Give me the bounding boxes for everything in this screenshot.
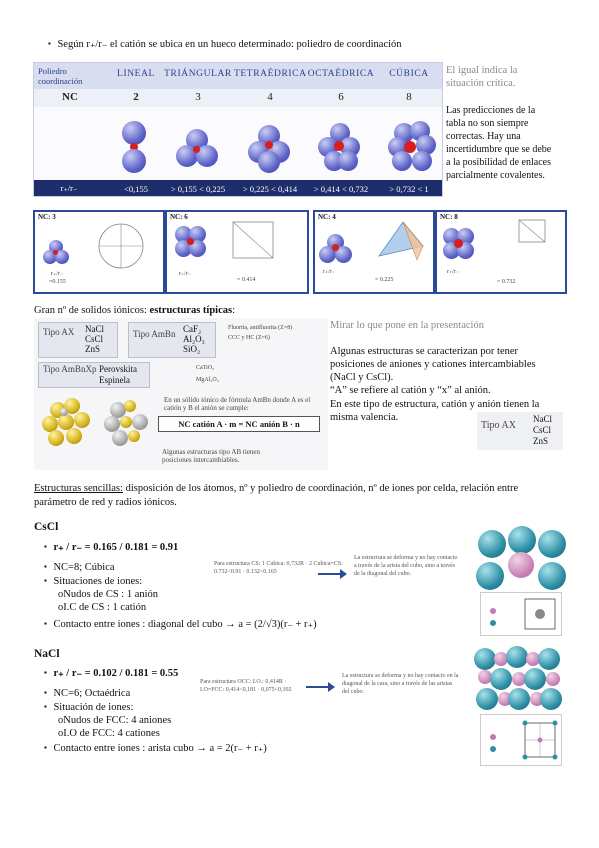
ax-label: Tipo AX: [43, 327, 75, 337]
typical-title-end: :: [232, 305, 235, 316]
nacl-unit-cell-diagram: [481, 715, 561, 765]
coordination-table: [33, 62, 443, 197]
panel-nc3-foot: r₊/r₋: [51, 271, 63, 277]
presentation-box-item-0: NaCl: [533, 414, 552, 424]
panel-nc4-geometry: [373, 216, 427, 264]
ax-item-0: NaCl: [85, 324, 104, 334]
panel-nc6-caption: = 0.414: [237, 277, 256, 283]
typical-title-plain: Gran nº de solidos iónicos:: [34, 305, 150, 316]
cscl-unit-cell: [480, 592, 562, 636]
simple-underline: Estructuras sencillas:: [34, 483, 123, 494]
table-header-label: Poliedro coordinación: [38, 66, 83, 86]
nacl-sub2: oI.O de FCC: 4 cationes: [58, 728, 160, 739]
cscl-situ-text: Situaciones de iones:: [53, 576, 143, 587]
nc-3: 3: [195, 91, 201, 103]
col-octaedrica: OCTAÉDRICA: [307, 69, 375, 79]
typical-figure: [34, 318, 328, 470]
ratio-triangular: > 0,155 < 0,225: [170, 184, 226, 194]
nacl-note-left: Para estructura OCC: I.O.: 0,414R · I.O=FCC: 0,414<0,181 · 0,075<0,102: [200, 679, 292, 693]
cscl-note-right: La estructura se deforma y no hay contacto a través de la arista del cubo, sino a través de la diagonal del cubo.: [354, 555, 458, 577]
amb-box: [128, 322, 216, 358]
ratio-cubica: > 0,732 < 1: [389, 184, 429, 194]
side-note-text: Las predicciones de la tabla no son siempre correctas. Hay una incertidumbre que se debe a la posibilidad de enlaces parcialmente covalentes.: [446, 105, 552, 181]
amb-note-0: Fluorita, antifluorita (Z=8): [228, 325, 293, 331]
panel-nc6-label: NC: 6: [170, 213, 188, 221]
nc-4: 4: [267, 91, 273, 103]
cscl-note-left: Para estructura CS: 1 Cubica: 0,732R · 2 Cubica=CS: 0.732<0.91 · 0.132<0.165: [214, 561, 343, 575]
nacl-situ-text: Situación de iones:: [53, 702, 134, 713]
presentation-gray: Mirar lo que pone en la presentación: [330, 320, 484, 331]
presentation-p1: Algunas estructuras se caracterizan por tener posiciones de aniones y cationes intercambiables (NaCl y CsCl).: [330, 346, 536, 383]
ratio-octaedrica: > 0,414 < 0,732: [313, 184, 369, 194]
col-cubica: CÚBICA: [389, 69, 429, 79]
presentation-box-item-2: ZnS: [533, 436, 549, 446]
cscl-contact: [44, 617, 317, 631]
intro-text: Según r₊/r₋ el catión se ubica en un hueco determinado: poliedro de coordinación: [57, 39, 402, 50]
ab-note: Algunas estructuras tipo AB tienen posiciones intercambiables.: [162, 448, 260, 464]
panel-nc6-foot: r₊/r₋: [179, 271, 191, 277]
presentation-box-label: Tipo AX: [481, 420, 516, 431]
nacl-ratio: [44, 666, 178, 680]
nacl-arrow-icon: [306, 686, 330, 688]
cscl-nc: [44, 560, 115, 574]
cscl-arrow-icon: [318, 573, 342, 575]
rule-text: En un sólido iónico de fórmula AmBn donde A es el catión y B el anión se cumple:: [164, 396, 311, 412]
col-lineal: LINEAL: [117, 69, 155, 79]
nacl-unit-cell: [480, 714, 562, 766]
nacl-situ: [44, 700, 133, 714]
presentation-ax-box: [477, 412, 563, 450]
panel-nc8-geometry: [513, 216, 557, 246]
nacl-nc: [44, 686, 130, 700]
ambx-item-1: Espinela: [99, 375, 130, 385]
nacl-title: NaCl: [34, 648, 60, 660]
panel-nc3: [33, 210, 165, 294]
panel-nc6-geometry: [225, 218, 295, 262]
intro-bullet: [48, 38, 402, 50]
amb-label: Tipo AmBn: [133, 329, 176, 339]
panel-nc8: [435, 210, 567, 294]
cscl-sub2: oI.C de CS : 1 catión: [58, 602, 147, 613]
ratio-tetraedrica: > 0,225 < 0,414: [242, 184, 298, 194]
simple-rest: disposición de los átomos, nº y poliedro de coordinación, nº de iones por celda, relación entre parámetro de red y radios iónicos.: [34, 483, 519, 508]
cscl-sub1: oNudos de CS : 1 anión: [58, 589, 159, 600]
nc-label: NC: [62, 91, 78, 103]
nc-2: 2: [133, 91, 139, 103]
presentation-box-item-1: CsCl: [533, 425, 552, 435]
rule-box: NC catión A · m = NC anión B · n: [158, 416, 320, 432]
ambx-item-0: Perovskita: [99, 364, 137, 374]
panel-nc4-foot: r₊/r₋: [323, 269, 335, 275]
amb-item-0: CaF₂: [183, 324, 202, 334]
nc-8: 8: [406, 91, 412, 103]
ax-item-2: ZnS: [85, 344, 101, 354]
amb-item-1: Al₂O₃: [183, 334, 205, 344]
panel-nc8-foot: r₊/r₋: [447, 269, 459, 275]
panel-nc3-geometry: [85, 220, 157, 272]
amb-note-1: CCC y HC (Z=6): [228, 335, 270, 341]
panel-nc3-label: NC: 3: [38, 213, 56, 221]
side-note-gray: El igual indica la situación crítica.: [446, 65, 518, 89]
ax-item-1: CsCl: [85, 334, 104, 344]
ambx-formula-1: MgAl₂O₄: [196, 377, 219, 383]
simple-structures: [34, 482, 554, 510]
nacl-ratio-text: r₊ / r₋ = 0.102 / 0.181 = 0.55: [53, 668, 179, 679]
ambx-formula-0: CaTiO₃: [196, 365, 215, 371]
typical-title: [34, 304, 235, 318]
ax-box: [38, 322, 118, 358]
nacl-contact: [44, 741, 267, 755]
cscl-situ: [44, 574, 142, 588]
typical-title-bold: estructuras típicas: [149, 305, 233, 316]
presentation-p2: “A” se refiere al catión y “x” al anión.: [330, 385, 491, 396]
panel-nc4-caption: = 0.225: [375, 277, 394, 283]
nacl-sub1-text: Nudos de FCC: 4 aniones: [63, 715, 172, 726]
panel-nc6: [165, 210, 309, 294]
col-tetraedrica: TETRAÉDRICA: [234, 69, 307, 79]
nacl-sub2-text: I.O de FCC: 4 cationes: [63, 728, 160, 739]
cscl-ratio: [44, 540, 178, 554]
nacl-nc-text: NC=6; Octaédrica: [53, 688, 131, 699]
nacl-contact-text: Contacto entre iones : arista cubo → a = 2(r₋ + r₊): [53, 743, 267, 754]
cscl-unit-cell-diagram: [481, 593, 561, 635]
nacl-note-right: La estructura se deforma y no hay contacto en la diagonal de la cara, sino a través de las aristas del cubo.: [342, 673, 459, 695]
cscl-sub1-text: Nudos de CS : 1 anión: [63, 589, 159, 600]
panel-nc8-caption: = 0.732: [497, 279, 516, 285]
ratio-lineal: <0,155: [124, 184, 148, 194]
ambx-label: Tipo AmBnXp: [43, 364, 97, 374]
cscl-nc-text: NC=8; Cúbica: [53, 562, 115, 573]
nacl-sub1: oNudos de FCC: 4 aniones: [58, 715, 172, 726]
ratio-label: r₊/r₋: [60, 183, 78, 193]
panel-nc4: [313, 210, 435, 294]
amb-item-2: SiO₂: [183, 344, 201, 354]
cscl-contact-text: Contacto entre iones : diagonal del cubo → a = (2/√3)(r₋ + r₊): [53, 619, 317, 630]
panel-nc4-label: NC: 4: [318, 213, 336, 221]
cscl-ratio-text: r₊ / r₋ = 0.165 / 0.181 = 0.91: [53, 542, 179, 553]
cscl-title: CsCl: [34, 521, 59, 533]
cscl-sub2-text: I.C de CS : 1 catión: [63, 602, 147, 613]
presentation-p3: En este tipo de estructura, catión y anión tienen la misma valencia.: [330, 399, 540, 423]
ambx-box: [38, 362, 150, 388]
nc-6: 6: [338, 91, 344, 103]
col-triangular: TRIÁNGULAR: [164, 69, 232, 79]
panel-nc3-caption: =0.155: [49, 279, 66, 285]
panel-nc8-label: NC: 8: [440, 213, 458, 221]
